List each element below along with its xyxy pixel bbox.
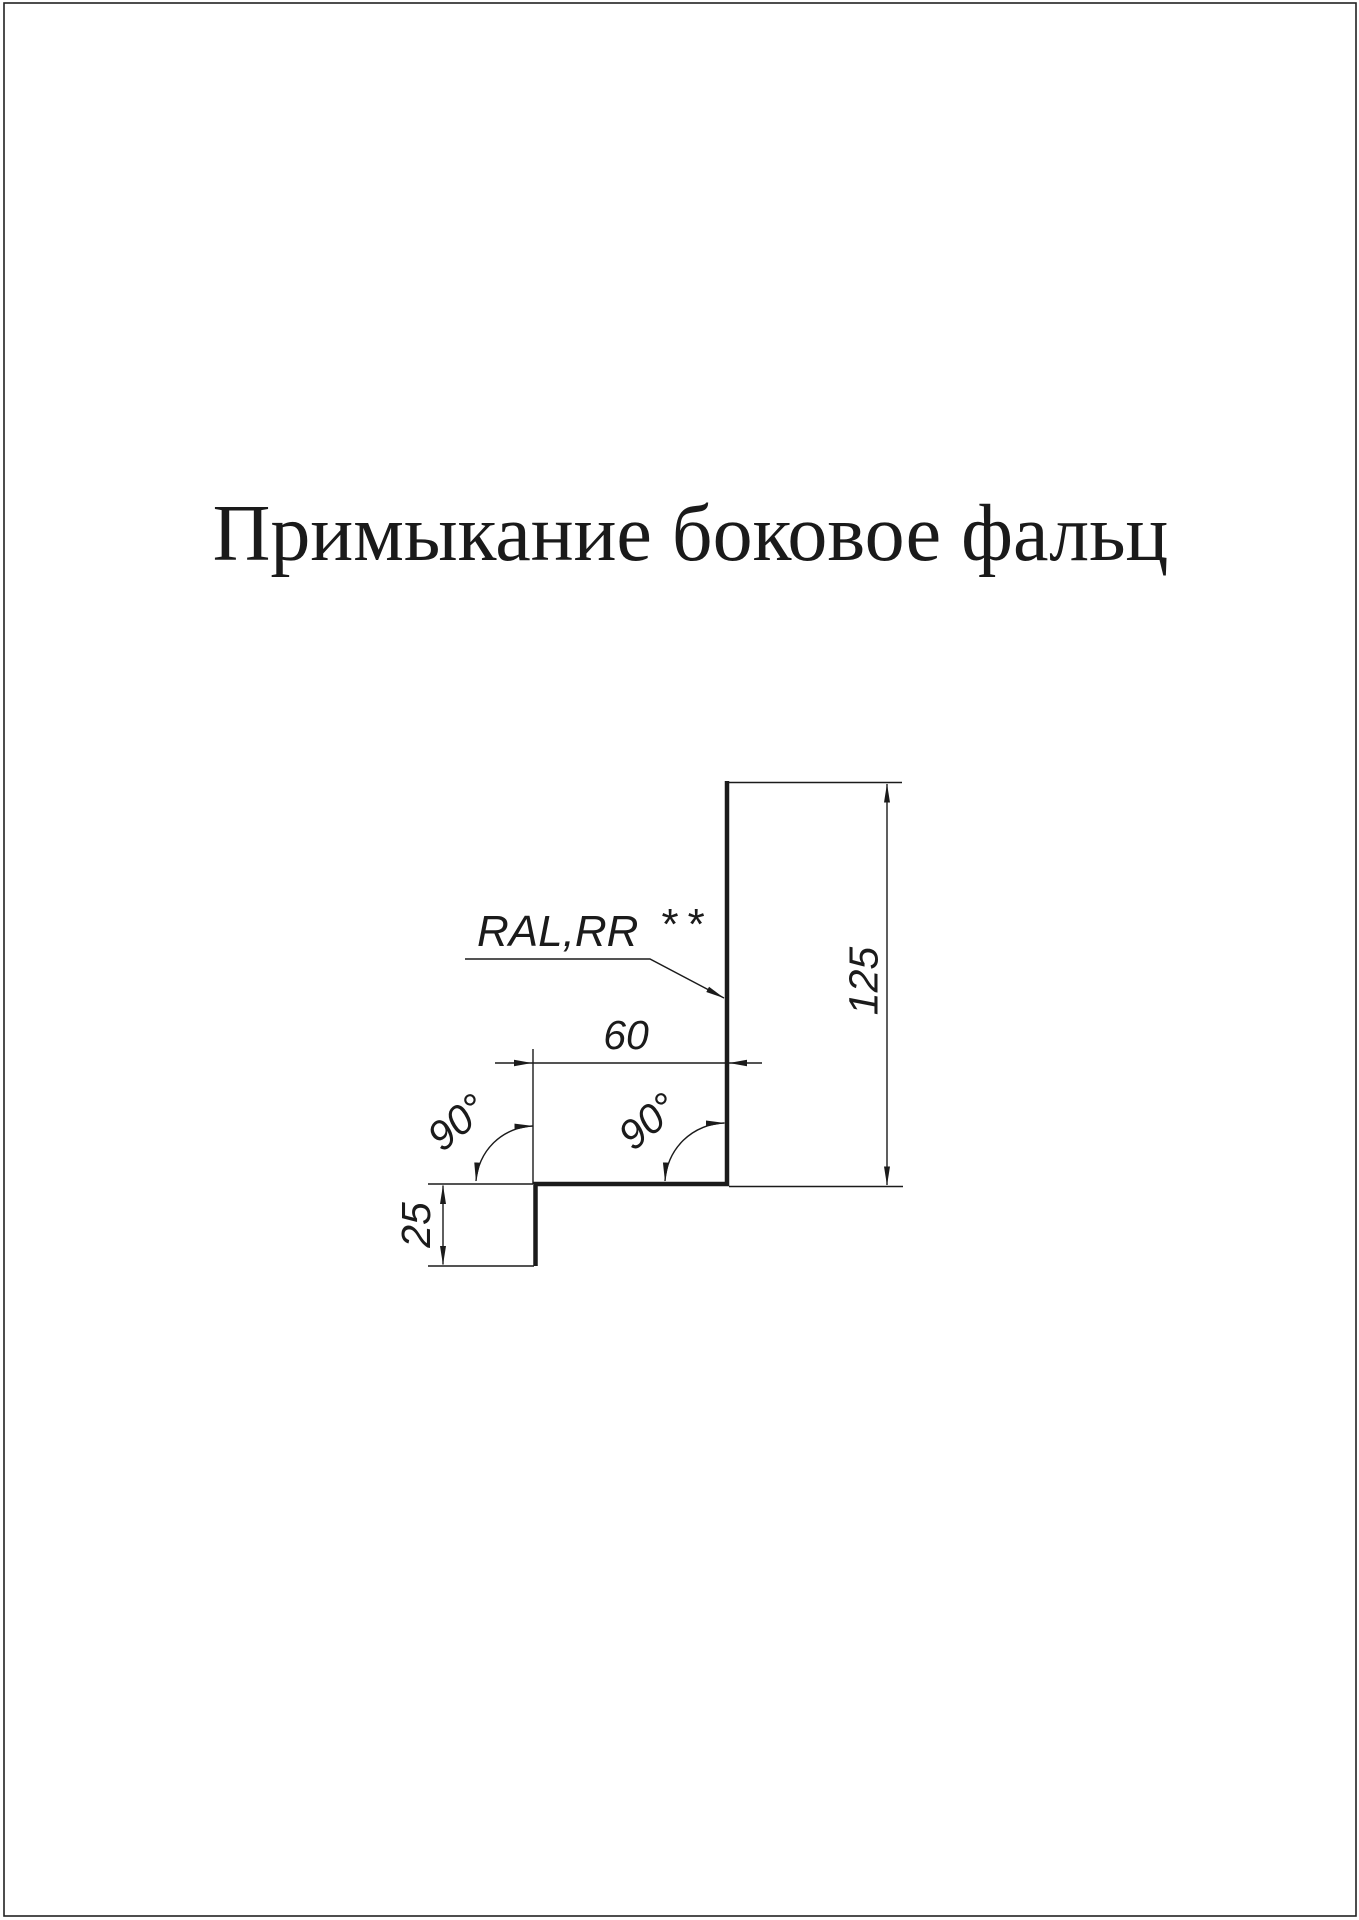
dim-lip-label: 25 — [393, 1202, 439, 1248]
angle-right-label: 90° — [609, 1083, 687, 1159]
dim-width-arrow-right — [729, 1060, 747, 1067]
dim-width-arrow-left — [514, 1060, 532, 1067]
angle-left-label: 90° — [418, 1084, 496, 1160]
material-leader-line — [465, 959, 724, 998]
dim-width-label: 60 — [603, 1012, 649, 1058]
angle-arc-left — [476, 1126, 533, 1181]
material-label-stars: ** — [659, 900, 712, 949]
page-border — [4, 3, 1356, 1916]
page-title: Примыкание боковое фальц — [212, 490, 1169, 578]
material-label-text: RAL,RR — [477, 907, 639, 956]
dim-height-label: 125 — [840, 946, 887, 1016]
material-label — [477, 900, 712, 956]
angle-arc-right — [665, 1123, 725, 1181]
